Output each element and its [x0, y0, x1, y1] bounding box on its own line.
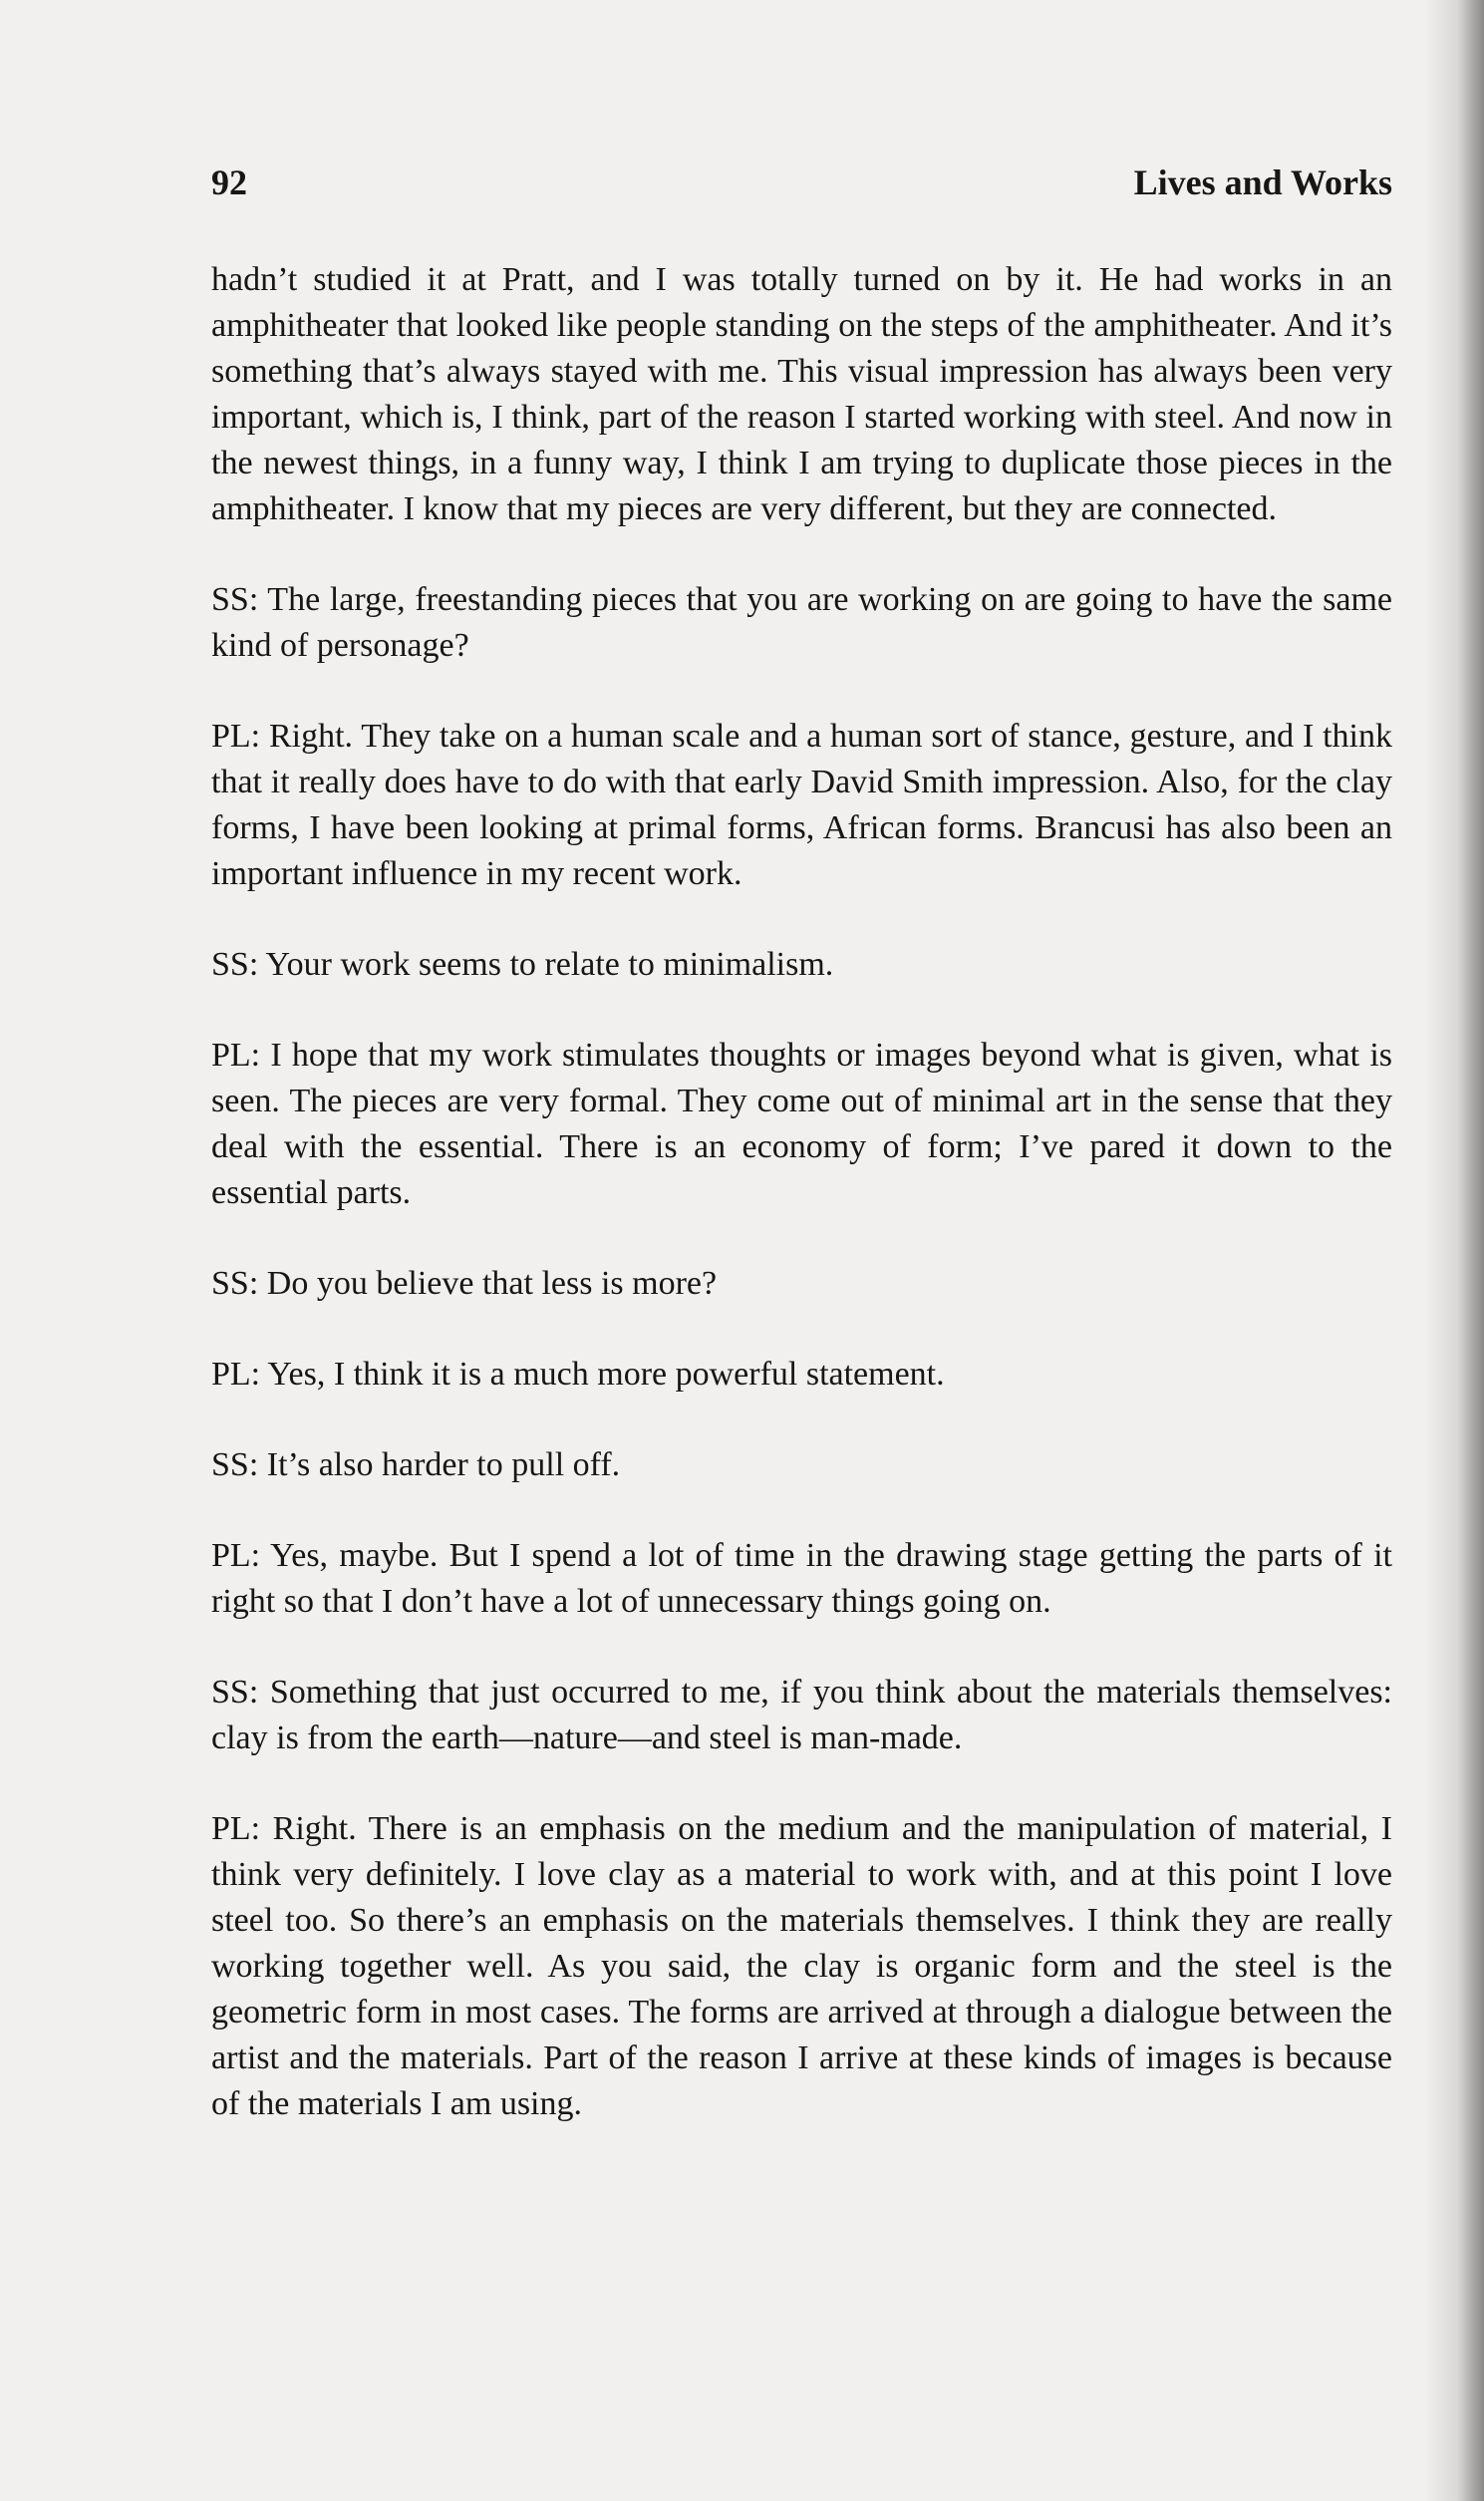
paragraph-pl-answer: PL: Yes, maybe. But I spend a lot of time in the drawing stage getting the parts of it right so that I don’t have a lot of unnecessary things going on. — [211, 1537, 1392, 1620]
paragraph-ss-question: SS: Your work seems to relate to minimalism. — [211, 946, 834, 983]
paragraph-ss-question: SS: Do you believe that less is more? — [211, 1265, 718, 1302]
running-head — [211, 157, 1392, 207]
paragraph-pl-answer: PL: Right. They take on a human scale and a human sort of stance, gesture, and I think that it really does have to do with that early David Smith impression. Also, for the clay forms, I have been looking at primal forms, African forms. Brancusi has also been an important influence in my recent work. — [211, 718, 1392, 892]
body-text — [211, 257, 1392, 2127]
paragraph-pl-answer: PL: Yes, I think it is a much more powerful statement. — [211, 1356, 945, 1393]
spine-shadow — [1424, 0, 1484, 2501]
paragraph-ss-question: SS: Something that just occurred to me, if you think about the materials themselves: clay is from the earth—nature—and steel is man-made. — [211, 1674, 1392, 1756]
section-title: Lives and Works — [1133, 162, 1392, 202]
paragraph-ss-question: SS: The large, freestanding pieces that you are working on are going to have the same kind of personage? — [211, 581, 1392, 664]
page-number: 92 — [211, 162, 247, 202]
paragraph-pl-answer: PL: Right. There is an emphasis on the medium and the manipulation of material, I think very definitely. I love clay as a material to work with, and at this point I love steel too. So there’s an emphasis on the materials themselves. I think they are really working together well. As you said, the clay is organic form and the steel is the geometric form in most cases. The forms are arrived at through a dialogue between the artist and the materials. Part of the reason I arrive at these kinds of images is because of the materials I am using. — [211, 1810, 1392, 2122]
paragraph-continued: hadn’t studied it at Pratt, and I was totally turned on by it. He had works in an amphitheater that looked like people standing on the steps of the amphitheater. And it’s something that’s always stayed with me. This visual impression has always been very important, which is, I think, part of the reason I started working with steel. And now in the newest things, in a funny way, I think I am trying to duplicate those pieces in the amphitheater. I know that my pieces are very different, but they are connected. — [211, 261, 1392, 527]
paragraph-pl-answer: PL: I hope that my work stimulates thoughts or images beyond what is given, what is seen. The pieces are very formal. They come out of minimal art in the sense that they deal with the essential. There is an economy of form; I’ve pared it down to the essential parts. — [211, 1037, 1392, 1211]
paragraph-ss-question: SS: It’s also harder to pull off. — [211, 1446, 621, 1483]
